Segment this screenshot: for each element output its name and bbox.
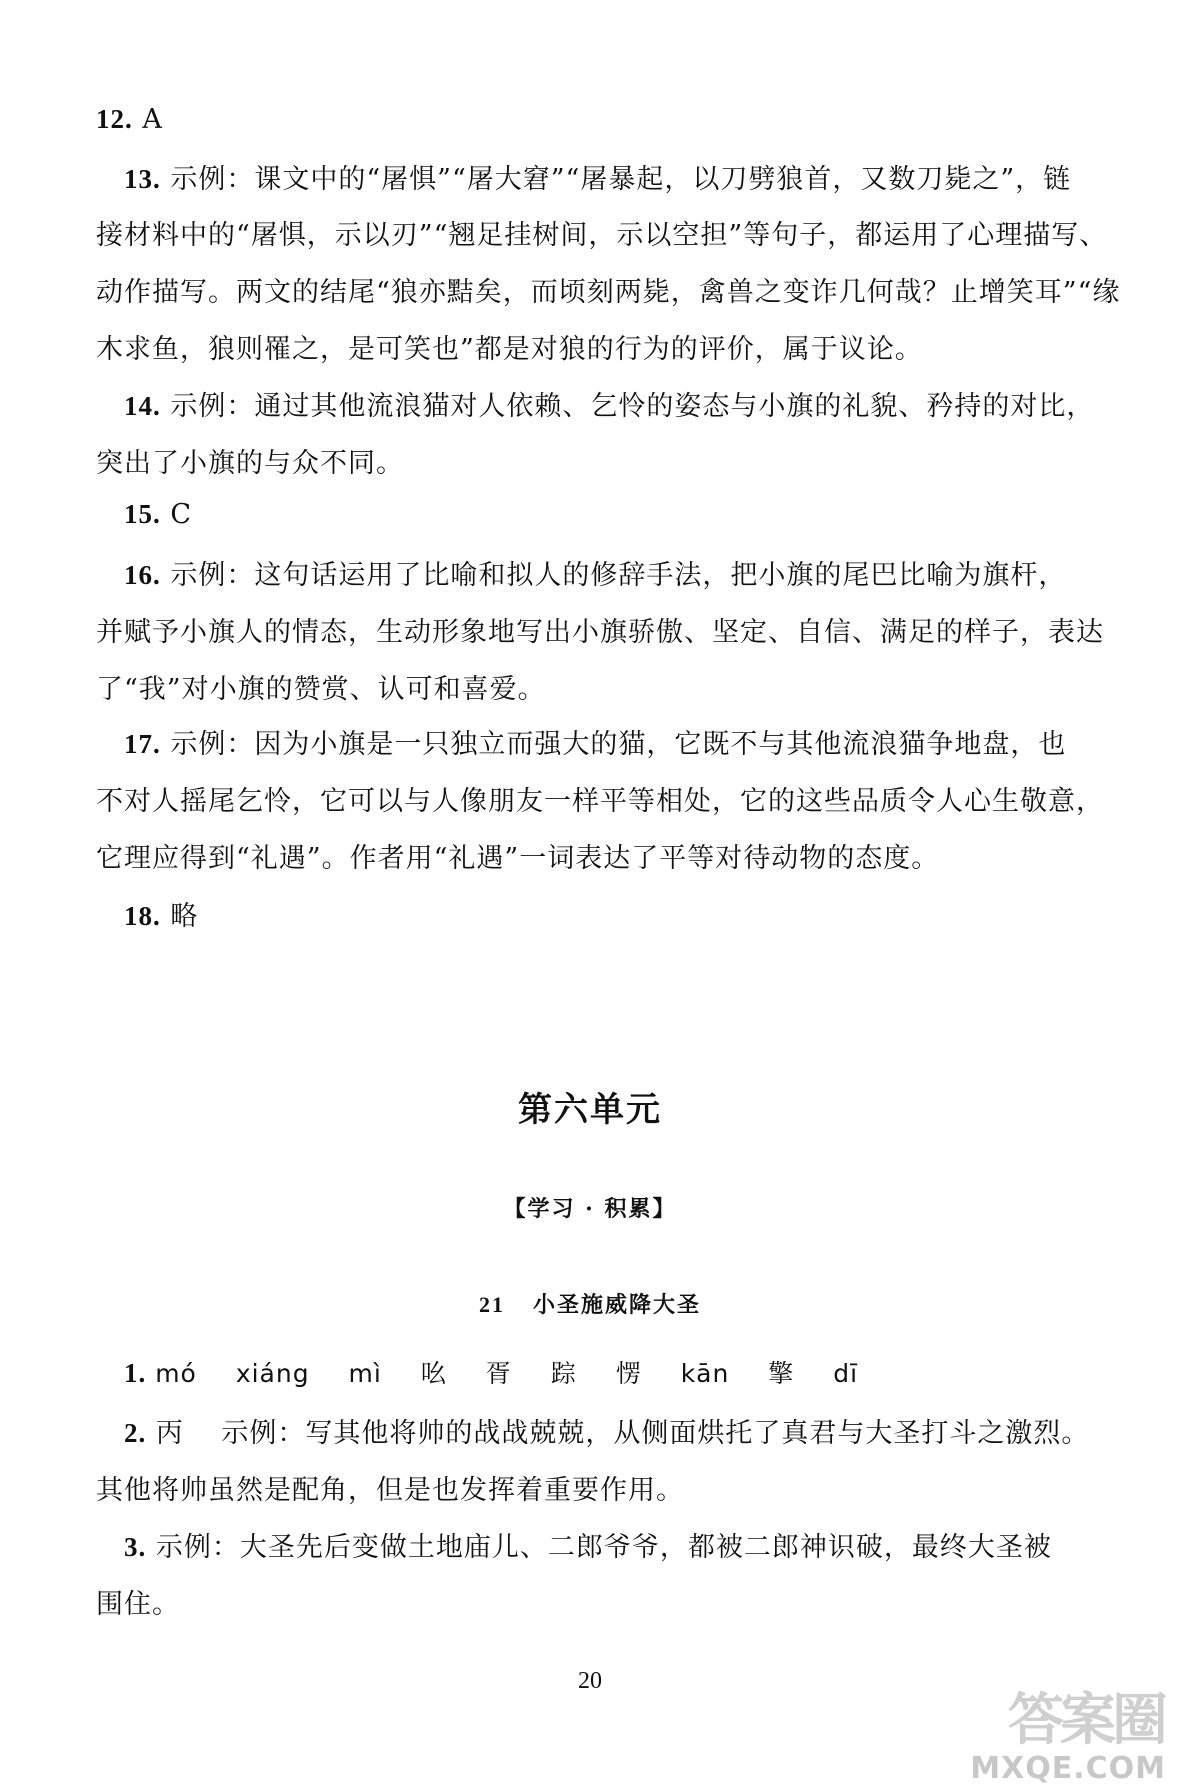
answer-text: 示例：课文中的“屠惧”“屠大窘”“屠暴起，以刀劈狼首，又数刀毙之”，链 <box>160 164 1072 195</box>
pinyin-item: mó <box>155 1359 197 1388</box>
watermark-logo <box>960 1676 1170 1786</box>
answer-text: 了“我”对小旗的赞赏、认可和喜爱。 <box>96 674 546 705</box>
pinyin-item: dī <box>833 1359 859 1388</box>
page-number: 20 <box>578 1668 602 1694</box>
watermark-url: MXQE.COM <box>970 1751 1166 1786</box>
character-item: 擎 <box>768 1359 795 1388</box>
character-item: 愣 <box>615 1359 642 1388</box>
lesson-title <box>0 1288 1180 1319</box>
answer-number: 12. <box>96 104 133 134</box>
answer-number: 18. <box>124 901 161 931</box>
answer-number: 1. <box>124 1358 147 1388</box>
answer-number: 17. <box>124 729 161 759</box>
answer-text: 示例：通过其他流浪猫对人依赖、乞怜的姿态与小旗的礼貌、矜持的对比， <box>160 391 1095 422</box>
character-item: 踪 <box>550 1359 577 1388</box>
lesson-number: 21 <box>478 1292 505 1317</box>
answer-text: 示例：大圣先后变做土地庙儿、二郎爷爷，都被二郎神识破，最终大圣被 <box>146 1532 1052 1563</box>
answer-number: 16. <box>124 560 161 590</box>
answer-text: 突出了小旗的与众不同。 <box>96 448 404 479</box>
answer-text: 动作描写。两文的结尾“狼亦黠矣，而顷刻两毙，禽兽之变诈几何哉？止增笑耳”“缘 <box>96 277 1121 308</box>
answer-text: 示例：因为小旗是一只独立而强大的猫，它既不与其他流浪猫争地盘，也 <box>160 729 1067 760</box>
answer-text: 并赋予小旗人的情态，生动形象地写出小旗骄傲、坚定、自信、满足的样子，表达 <box>96 617 1104 648</box>
answer-text: 其他将帅虽然是配角，但是也发挥着重要作用。 <box>96 1475 684 1506</box>
answer-text: 丙 示例：写其他将帅的战战兢兢，从侧面烘托了真君与大圣打斗之激烈。 <box>146 1418 1090 1449</box>
pinyin-item: kān <box>680 1359 730 1388</box>
answer-number: 13. <box>124 164 161 194</box>
answer-text: 接材料中的“屠惧，示以刃”“翘足挂树间，示以空担”等句子，都运用了心理描写、 <box>96 220 1108 251</box>
pinyin-item: mì <box>348 1359 382 1388</box>
answer-number: 3. <box>124 1532 147 1562</box>
answer-text: 木求鱼，狼则罹之，是可笑也”都是对狼的行为的评价，属于议论。 <box>96 334 923 365</box>
answer-text: C <box>160 499 192 530</box>
answer-text: 示例：这句话运用了比喻和拟人的修辞手法，把小旗的尾巴比喻为旗杆， <box>160 560 1067 591</box>
answer-number: 15. <box>124 499 161 529</box>
character-item: 吆 <box>420 1359 447 1388</box>
answer-text: A <box>132 104 163 135</box>
section-title: 【学习 · 积累】 <box>503 1196 677 1222</box>
answer-text: 它理应得到“礼遇”。作者用“礼遇”一词表达了平等对待动物的态度。 <box>96 843 940 874</box>
answer-text: 略 <box>160 901 199 932</box>
watermark-text: 答案圈 <box>1008 1688 1164 1753</box>
unit-title: 第六单元 <box>518 1090 662 1130</box>
lesson-name: 小圣施威降大圣 <box>532 1292 701 1318</box>
pinyin-item: xiáng <box>235 1359 310 1388</box>
answer-text: 不对人摇尾乞怜，它可以与人像朋友一样平等相处，它的这些品质令人心生敬意， <box>96 786 1104 817</box>
character-item: 胥 <box>485 1359 512 1388</box>
answer-number: 2. <box>124 1418 147 1448</box>
answer-number: 14. <box>124 391 161 421</box>
answer-text: 围住。 <box>96 1589 180 1620</box>
